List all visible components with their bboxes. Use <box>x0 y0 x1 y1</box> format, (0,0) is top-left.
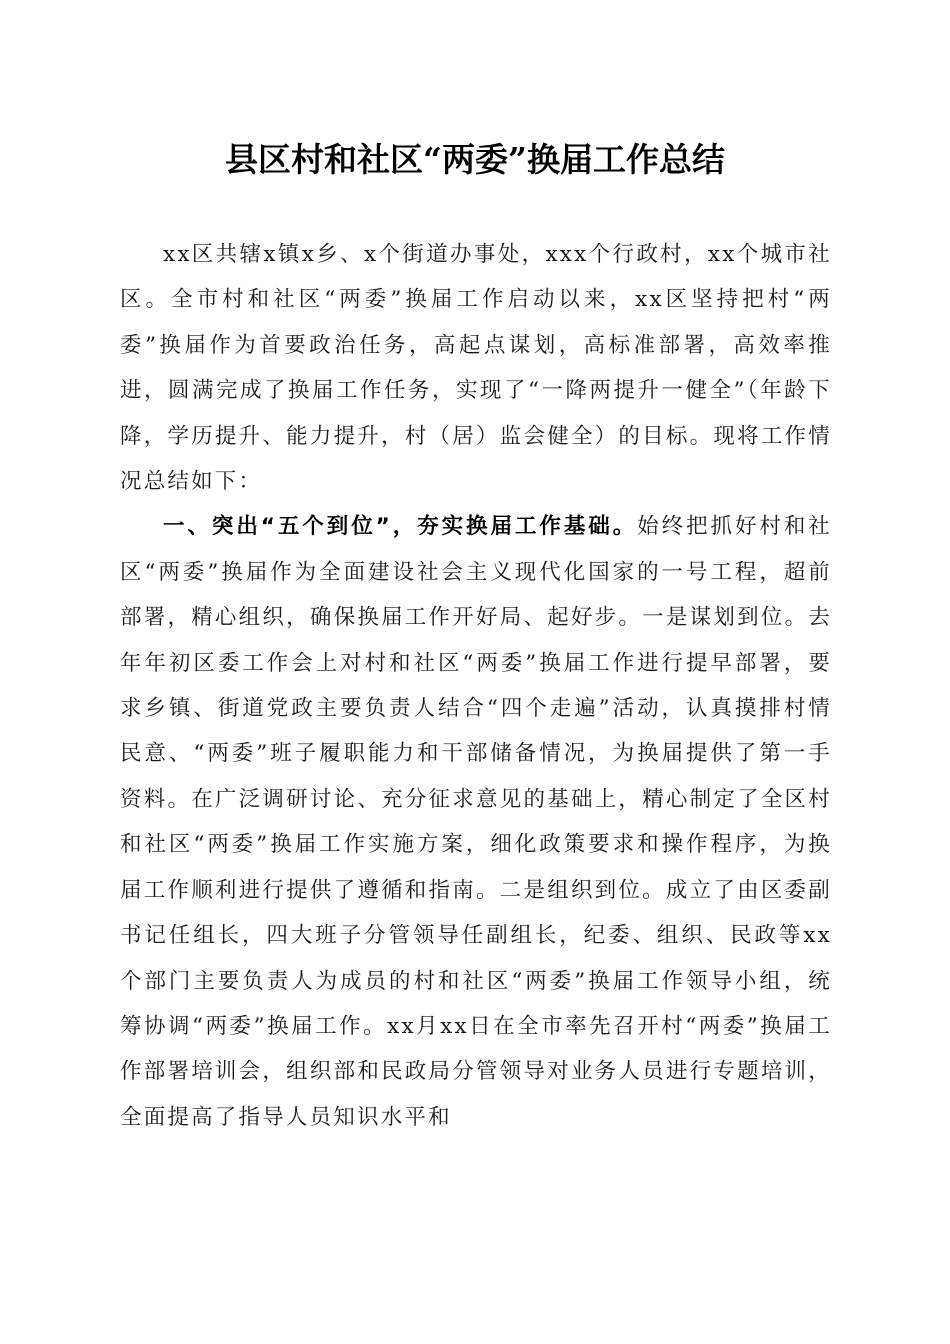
section-1-heading: 一、突出“五个到位”，夯实换届工作基础。 <box>163 514 638 540</box>
intro-paragraph: xx区共辖x镇x乡、x个街道办事处，xxx个行政村，xx个城市社区。全市村和社区“两委”换届工作启动以来，xx区坚持把村“两委”换届作为首要政治任务，高起点谋划，高标准部署，高效率推进，圆满完成了换届工作任务，实现了“一降两提升一健全”（年龄下降，学历提升、能力提升，村（居）监会健全）的目标。现将工作情况总结如下： <box>120 242 832 495</box>
section-1-paragraph <box>120 504 832 1140</box>
document-title: 县区村和社区“两委”换届工作总结 <box>225 140 725 179</box>
document-body <box>120 232 832 1140</box>
section-1-body: 始终把抓好村和社区“两委”换届作为全面建设社会主义现代化国家的一号工程，超前部署，精心组织，确保换届工作开好局、起好步。一是谋划到位。去年年初区委工作会上对村和社区“两委”换届工作进行提早部署，要求乡镇、街道党政主要负责人结合“四个走遍”活动，认真摸排村情民意、“两委”班子履职能力和干部储备情况，为换届提供了第一手资料。在广泛调研讨论、充分征求意见的基础上，精心制定了全区村和社区“两委”换届工作实施方案，细化政策要求和操作程序，为换届工作顺利进行提供了遵循和指南。二是组织到位。成立了由区委副书记任组长，四大班子分管领导任副组长，纪委、组织、民政等xx个部门主要负责人为成员的村和社区“两委”换届工作领导小组，统筹协调“两委”换届工作。xx月xx日在全市率先召开村“两委”换届工作部署培训会，组织部和民政局分管领导对业务人员进行专题培训，全面提高了指导人员知识水平和 <box>120 514 832 1130</box>
